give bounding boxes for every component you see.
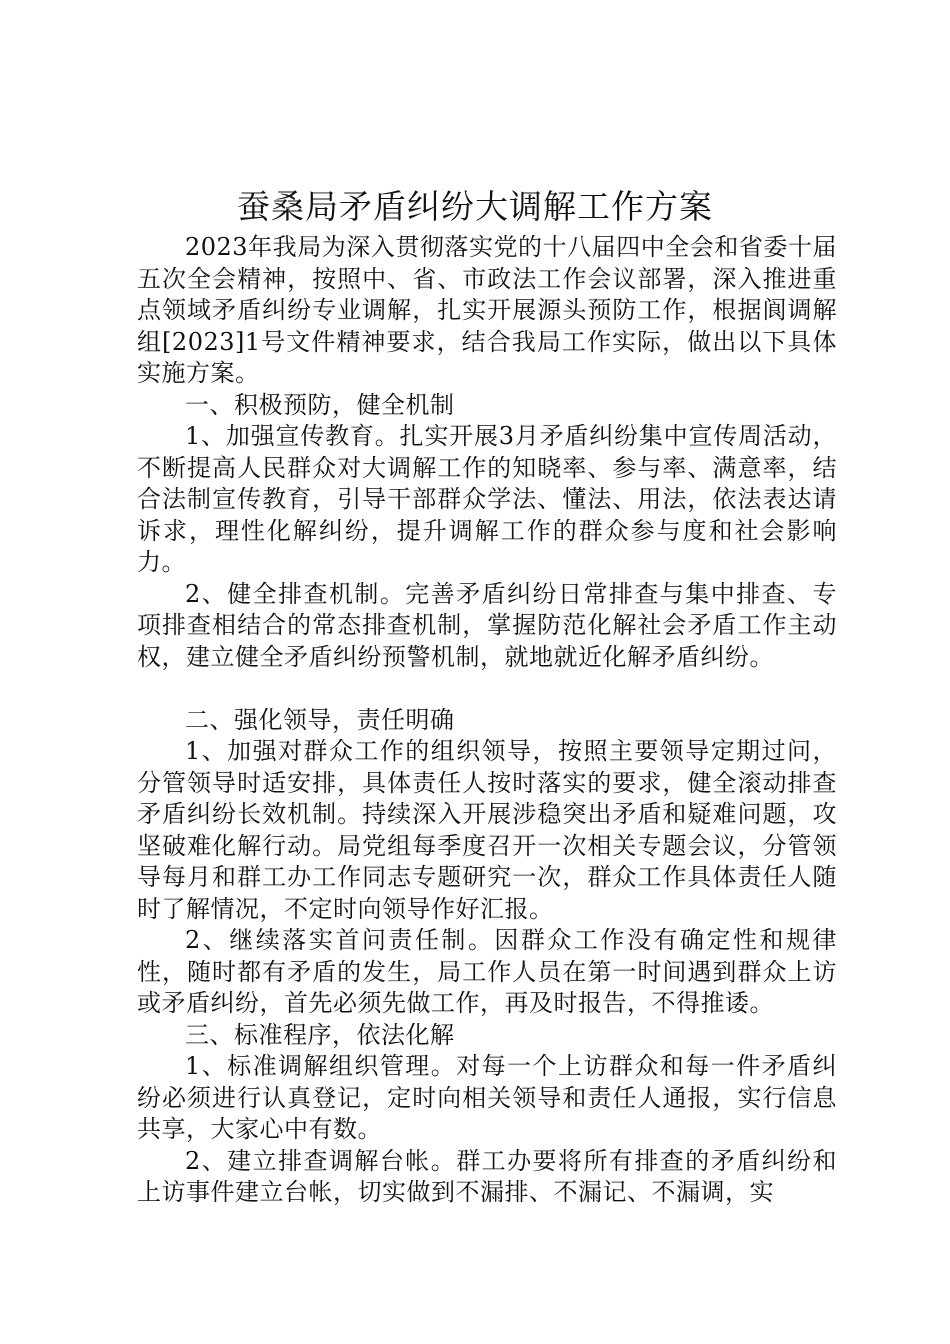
- section-2-item-2: 2、继续落实首问责任制。因群众工作没有确定性和规律性，随时都有矛盾的发生，局工作人员在第一时间遇到群众上访或矛盾纠纷，首先必须先做工作，再及时报告，不得推诿。: [137, 926, 837, 1017]
- section-3-item-2: 2、建立排查调解台帐。群工办要将所有排查的矛盾纠纷和上访事件建立台帐，切实做到不漏排、不漏记、不漏调，实: [137, 1146, 837, 1206]
- section-heading-1: 一、积极预防，健全机制: [185, 390, 455, 419]
- document-title: 蚕桑局矛盾纠纷大调解工作方案: [237, 187, 713, 226]
- intro-paragraph: 2023年我局为深入贯彻落实党的十八届四中全会和省委十届五次全会精神，按照中、省、市政法工作会议部署，深入推进重点领域矛盾纠纷专业调解，扎实开展源头预防工作，根据阆调解组[2023]1号文件精神要求，结合我局工作实际，做出以下具体实施方案。: [137, 233, 837, 387]
- section-1-item-1: 1、加强宣传教育。扎实开展3月矛盾纠纷集中宣传周活动，不断提高人民群众对大调解工作的知晓率、参与率、满意率，结合法制宣传教育，引导干部群众学法、懂法、用法，依法表达请诉求，理性化解纠纷，提升调解工作的群众参与度和社会影响力。: [137, 422, 837, 576]
- section-3-item-1: 1、标准调解组织管理。对每一个上访群众和每一件矛盾纠纷必须进行认真登记，定时向相关领导和责任人通报，实行信息共享，大家心中有数。: [137, 1052, 837, 1143]
- section-heading-3: 三、标准程序，依法化解: [185, 1020, 455, 1049]
- section-2-item-1: 1、加强对群众工作的组织领导，按照主要领导定期过问，分管领导时适安排，具体责任人按时落实的要求，健全滚动排查矛盾纠纷长效机制。持续深入开展涉稳突出矛盾和疑难问题，攻坚破难化解行动。局党组每季度召开一次相关专题会议，分管领导每月和群工办工作同志专题研究一次，群众工作具体责任人随时了解情况，不定时向领导作好汇报。: [137, 737, 837, 923]
- section-1-item-2: 2、健全排查机制。完善矛盾纠纷日常排查与集中排查、专项排查相结合的常态排查机制，掌握防范化解社会矛盾工作主动权，建立健全矛盾纠纷预警机制，就地就近化解矛盾纠纷。: [137, 579, 837, 671]
- section-heading-2: 二、强化领导，责任明确: [185, 705, 455, 734]
- document-body: [137, 232, 837, 1209]
